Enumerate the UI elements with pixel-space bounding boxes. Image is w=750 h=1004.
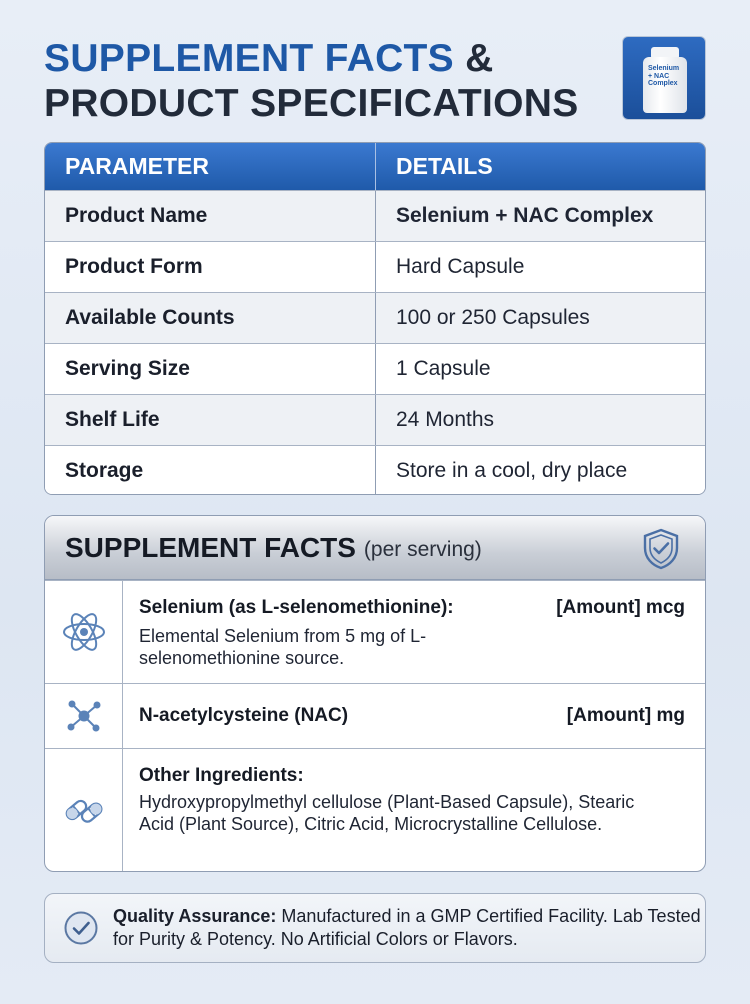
nutrient-amount: [Amount] mcg [556,597,685,618]
shield-check-icon [641,528,681,570]
facts-row-nac [45,683,705,748]
nutrient-amount: [Amount] mg [566,705,685,726]
nutrient-name: N-acetylcysteine (NAC) [139,705,349,726]
specifications-table [44,142,706,495]
nutrient-name: Selenium (as L-selenomethionine): [139,597,454,618]
table-row [45,394,705,445]
parameter-cell: Available Counts [45,293,376,343]
supplement-facts-panel [44,515,706,872]
table-header [45,143,705,190]
parameter-cell: Serving Size [45,344,376,394]
thumb-label-line-2: + NAC [648,72,670,80]
table-row [45,190,705,241]
details-cell: 24 Months [396,408,495,431]
quality-label: Quality Assurance: [113,906,277,926]
supplement-facts-header [45,516,705,580]
title-line-1: SUPPLEMENT FACTS [44,37,454,80]
parameter-cell: Product Form [45,242,376,292]
facts-title: SUPPLEMENT FACTS [65,531,356,563]
capsules-icon [62,789,106,833]
table-row [45,292,705,343]
table-row [45,445,705,495]
bottle-image [643,47,687,113]
molecule-icon [64,696,104,736]
product-thumbnail [622,36,706,120]
facts-row-other-ingredients [45,748,705,872]
quality-assurance-box [44,893,706,963]
details-cell: 1 Capsule [396,357,491,380]
details-cell: Store in a cool, dry place [396,459,628,482]
facts-row-selenium [45,580,705,683]
thumb-label-line-3: Complex [648,80,678,87]
title-line-2: PRODUCT SPECIFICATIONS [44,82,579,125]
other-ingredients-text: Hydroxypropylmethyl cellulose (Plant-Based Capsule), Stearic Acid (Plant Source), Citric Acid, Microcrystalline Cellulose. [139,792,635,834]
table-row [45,343,705,394]
details-cell: Hard Capsule [396,255,525,278]
column-header-parameter: PARAMETER [45,143,376,190]
page-title [44,36,604,126]
thumb-label-line-1: Selenium [648,65,680,72]
check-circle-icon [63,910,99,946]
other-ingredients-title: Other Ingredients: [139,765,304,786]
details-cell: 100 or 250 Capsules [396,306,590,329]
atom-icon [61,609,107,655]
details-cell: Selenium + NAC Complex [396,204,654,227]
table-row [45,241,705,292]
title-ampersand: & [465,37,494,80]
parameter-cell: Storage [45,446,376,495]
nutrient-description: Elemental Selenium from 5 mg of L-selenomethionine source. [139,626,427,668]
column-header-details: DETAILS [396,153,493,179]
quality-description: Manufactured in a GMP Certified Facility. Lab Tested for Purity & Potency. No Artificial Colors or Flavors. [113,906,701,949]
quality-assurance-text [113,905,705,951]
parameter-cell: Product Name [45,191,376,241]
parameter-cell: Shelf Life [45,395,376,445]
facts-subtitle: (per serving) [363,537,482,561]
